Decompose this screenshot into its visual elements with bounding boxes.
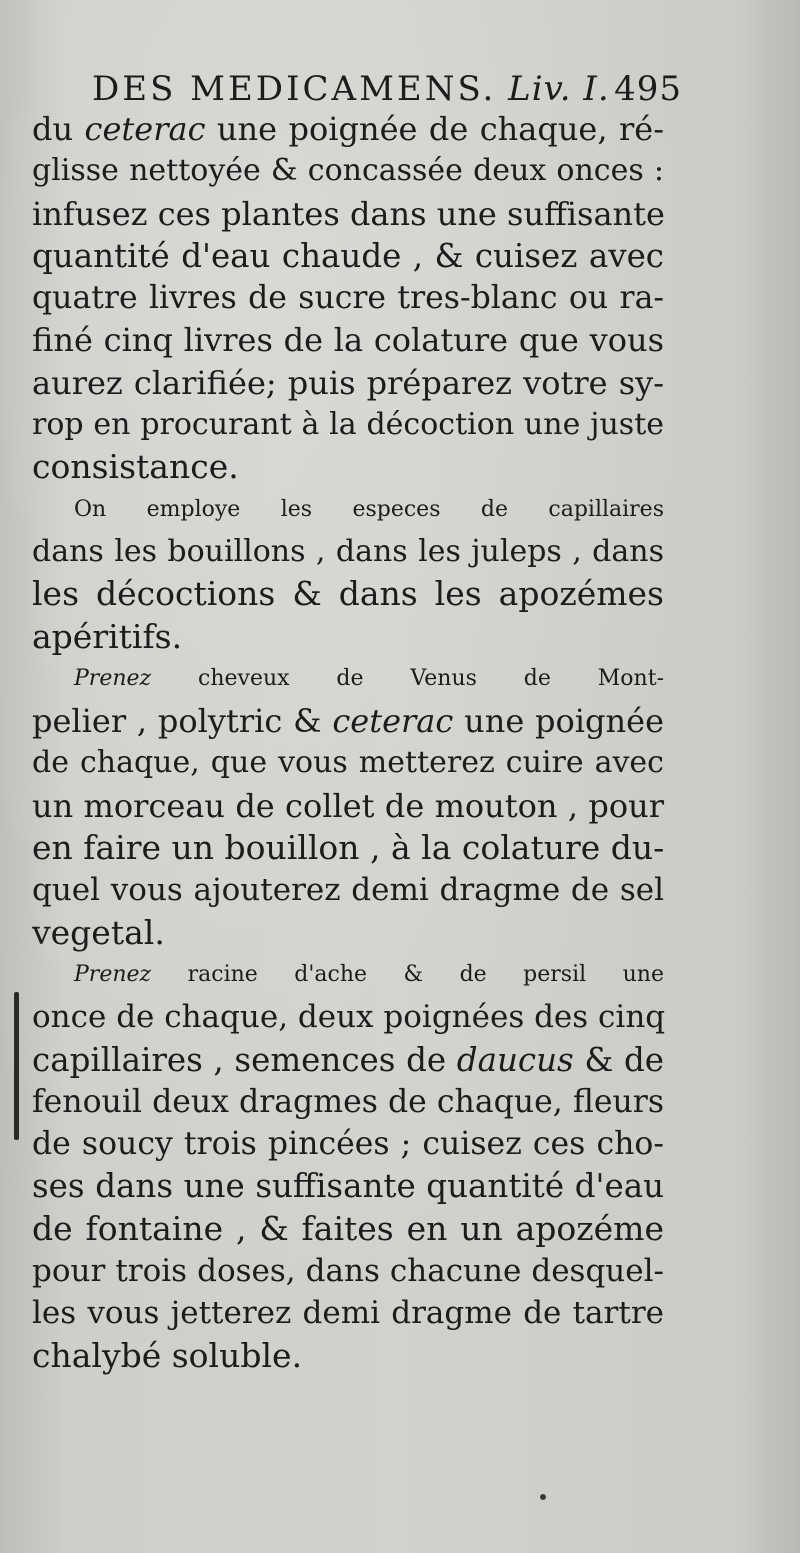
text-line: Prenez cheveux de Venus de Mont-	[74, 665, 664, 691]
margin-mark	[14, 992, 19, 1140]
text-line: un morceau de collet de mouton , pour	[32, 786, 664, 825]
page-number: 495	[614, 69, 682, 109]
paragraph-uses	[32, 489, 664, 658]
running-title: DES MEDICAMENS.	[92, 69, 497, 109]
paragraph-bouillon-recipe	[32, 658, 664, 954]
text-line: pour trois doses, dans chacune desquel-	[32, 1253, 664, 1290]
text-line: quel vous ajouterez demi dragme de sel	[32, 872, 664, 909]
text-line: rop en procurant à la décoction une juste	[32, 407, 664, 443]
text-line: pelier , polytric & ceterac une poignée	[32, 702, 664, 741]
text-line: finé cinq livres de la colature que vous	[32, 321, 664, 360]
paragraph-syrup-recipe	[32, 108, 664, 489]
text-line: chalybé soluble.	[32, 1335, 303, 1375]
text-line: ses dans une suffisante quantité d'eau	[32, 1167, 664, 1206]
paragraph-apozeme-recipe	[32, 954, 664, 1377]
text-line: On employe les especes de capillaires	[74, 496, 664, 522]
text-line: dans les bouillons , dans les juleps , dans	[32, 533, 664, 569]
text-line: once de chaque, deux poignées des cinq	[32, 999, 666, 1036]
ink-speck	[540, 1494, 546, 1500]
text-line: consistance.	[32, 447, 239, 487]
text-line: capillaires , semences de daucus & de	[32, 1040, 664, 1079]
running-header	[92, 66, 682, 112]
text-line: infusez ces plantes dans une suffisante	[32, 194, 665, 233]
text-line: les décoctions & dans les apozémes	[32, 574, 664, 614]
text-line: en faire un bouillon , à la colature du-	[32, 828, 665, 868]
text-line: de fontaine , & faites en un apozéme	[32, 1208, 664, 1248]
text-line: quantité d'eau chaude , & cuisez avec	[32, 236, 664, 275]
body-text	[32, 108, 664, 1377]
text-line: du ceterac une poignée de chaque, ré-	[32, 110, 665, 148]
text-line: les vous jetterez demi dragme de tartre	[32, 1295, 664, 1332]
text-line: apéritifs.	[32, 616, 183, 656]
text-line: glisse nettoyée & concassée deux onces :	[32, 153, 664, 189]
text-line: aurez clarifiée; puis préparez votre sy-	[32, 363, 664, 402]
text-line: quatre livres de sucre tres-blanc ou ra-	[32, 280, 664, 317]
text-line: de chaque, que vous metterez cuire avec	[32, 745, 664, 781]
text-line: fenouil deux dragmes de chaque, fleurs	[32, 1083, 664, 1120]
text-line: vegetal.	[32, 912, 165, 952]
text-line: Prenez racine d'ache & de persil une	[74, 961, 664, 987]
text-line: de soucy trois pincées ; cuisez ces cho-	[32, 1126, 664, 1163]
book-number: Liv. I.	[508, 69, 610, 109]
